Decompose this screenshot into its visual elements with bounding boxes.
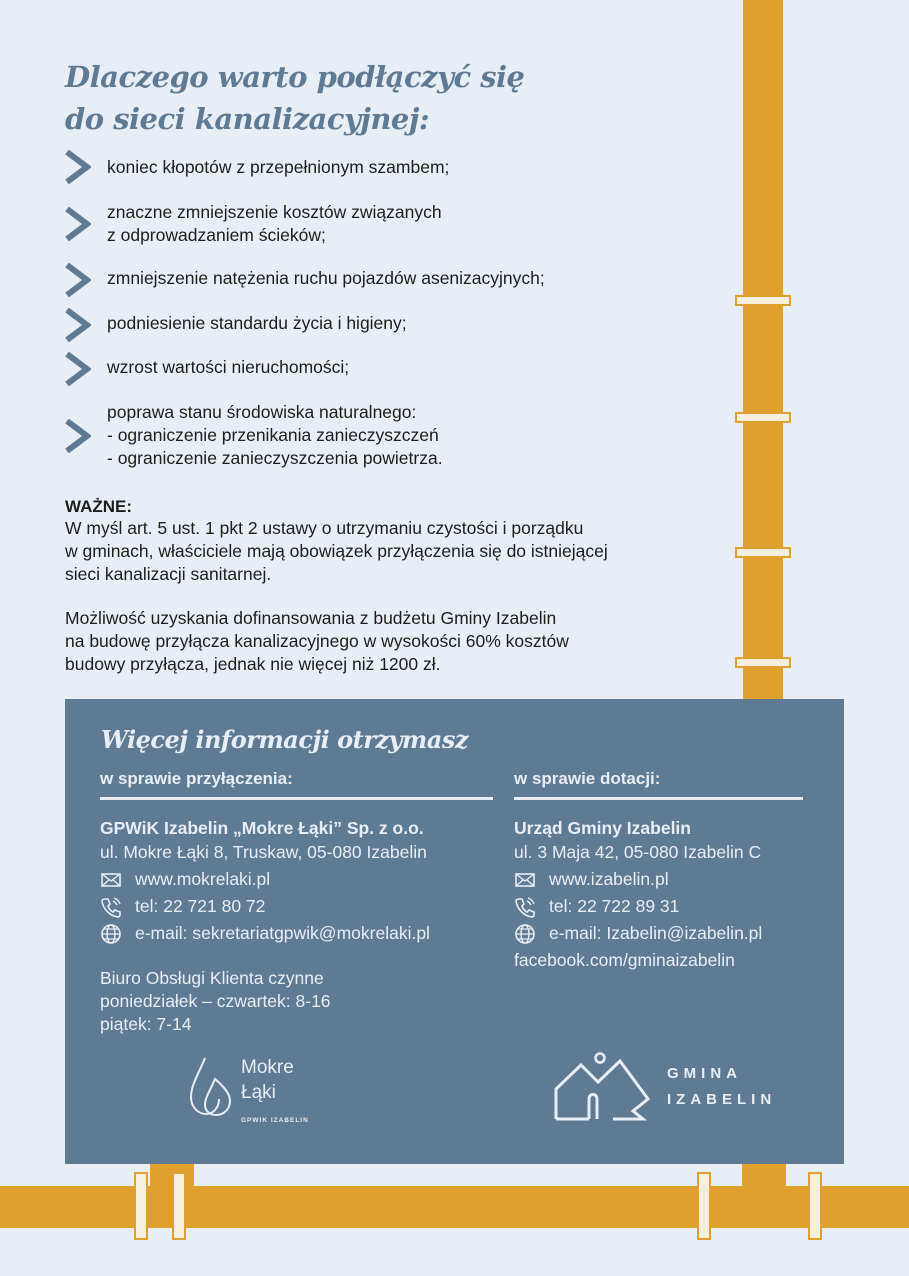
phone-icon [100,896,122,918]
hours-line: Biuro Obsługi Klienta czynne [100,968,324,988]
website-link[interactable]: www.mokrelaki.pl [135,869,271,889]
pipe-ring [735,295,791,306]
organization-name: GPWiK Izabelin „Mokre Łąki” Sp. z o.o. [100,818,424,838]
hours-line: poniedziałek – czwartek: 8-16 [100,991,331,1011]
list-item [65,263,545,297]
important-line: W myśl art. 5 ust. 1 pkt 2 ustawy o utrzymaniu czystości i porządku [65,518,584,538]
envelope-icon [100,869,122,891]
chevron-right-icon [65,352,91,386]
pipe-ring [697,1172,711,1240]
envelope-icon [514,869,536,891]
funding-line: budowy przyłącza, jednak nie więcej niż 1200 zł. [65,654,441,674]
phone-line [100,893,493,920]
phone-icon [514,896,536,918]
contact-panel [65,699,844,1164]
pipe-ring [735,657,791,668]
list-item-text: podniesienie standardu życia i higieny; [107,313,407,333]
important-heading: WAŻNE: [65,497,133,516]
mokre-laki-logo [189,1055,309,1133]
list-item-text: - ograniczenie przenikania zanieczyszczeń [107,425,439,445]
pipe-ring [172,1172,186,1240]
list-item-text: koniec kłopotów z przepełnionym szambem; [107,157,450,177]
logo-subtext: GPWIK IZABELIN [241,1117,309,1124]
important-line: sieci kanalizacji sanitarnej. [65,564,272,584]
phone-number[interactable]: tel: 22 721 80 72 [135,896,266,916]
houses-icon [553,1051,651,1123]
website-line [100,866,493,893]
website-link[interactable]: www.izabelin.pl [549,869,669,889]
list-item-text: poprawa stanu środowiska naturalnego: [107,402,417,422]
chevron-right-icon [65,150,91,184]
pipe-ring [134,1172,148,1240]
title-line: do sieci kanalizacyjnej: [65,102,430,136]
organization-name: Urząd Gminy Izabelin [514,818,691,838]
panel-title: Więcej informacji otrzymasz [101,725,468,754]
funding-line: Możliwość uzyskania dofinansowania z budżetu Gminy Izabelin [65,608,557,628]
hours-line: piątek: 7-14 [100,1014,192,1034]
facebook-link[interactable]: facebook.com/gminaizabelin [514,950,735,970]
funding-line: na budowę przyłącza kanalizacyjnego w wysokości 60% kosztów [65,631,569,651]
list-item-text: z odprowadzaniem ścieków; [107,225,326,245]
logo-text: IZABELIN [667,1091,777,1108]
address: ul. Mokre Łąki 8, Truskaw, 05-080 Izabelin [100,842,427,862]
email-line [514,920,803,947]
list-item-text: znaczne zmniejszenie kosztów związanych [107,202,442,222]
pipe-ring [808,1172,822,1240]
phone-number[interactable]: tel: 22 722 89 31 [549,896,680,916]
chevron-right-icon [65,308,91,342]
logo-text: GMINA [667,1065,742,1082]
funding-contact [514,769,803,974]
water-drop-icon [189,1055,233,1117]
website-line [514,866,803,893]
pipe-ring [735,412,791,423]
important-line: w gminach, właściciele mają obowiązek przyłączenia się do istniejącej [65,541,608,561]
list-item [65,352,350,386]
column-heading: w sprawie dotacji: [514,769,803,800]
email-link[interactable]: e-mail: sekretariatgpwik@mokrelaki.pl [135,923,430,943]
globe-icon [100,923,122,945]
office-hours [100,967,493,1036]
list-item [65,202,442,245]
important-text [65,517,608,586]
page-title [65,56,525,140]
gmina-izabelin-logo [553,1051,776,1123]
list-item-text: wzrost wartości nieruchomości; [107,357,350,377]
logo-text: Łąki [241,1082,276,1103]
connection-contact [100,769,493,1036]
chevron-right-icon [65,263,91,297]
chevron-right-icon [65,207,91,241]
list-item [65,150,450,184]
funding-text [65,607,569,676]
title-line: Dlaczego warto podłączyć się [65,60,525,94]
list-item-text: - ograniczenie zanieczyszczenia powietrza. [107,448,443,468]
list-item-text: zmniejszenie natężenia ruchu pojazdów asenizacyjnych; [107,268,545,288]
pipe-ring [735,547,791,558]
list-item [65,402,443,468]
logo-text: Mokre [241,1057,294,1078]
vertical-pipe [743,0,783,700]
globe-icon [514,923,536,945]
list-item [65,308,407,342]
email-line [100,920,493,947]
phone-line [514,893,803,920]
address: ul. 3 Maja 42, 05-080 Izabelin C [514,842,762,862]
chevron-right-icon [65,419,91,453]
email-link[interactable]: e-mail: Izabelin@izabelin.pl [549,923,763,943]
column-heading: w sprawie przyłączenia: [100,769,493,800]
